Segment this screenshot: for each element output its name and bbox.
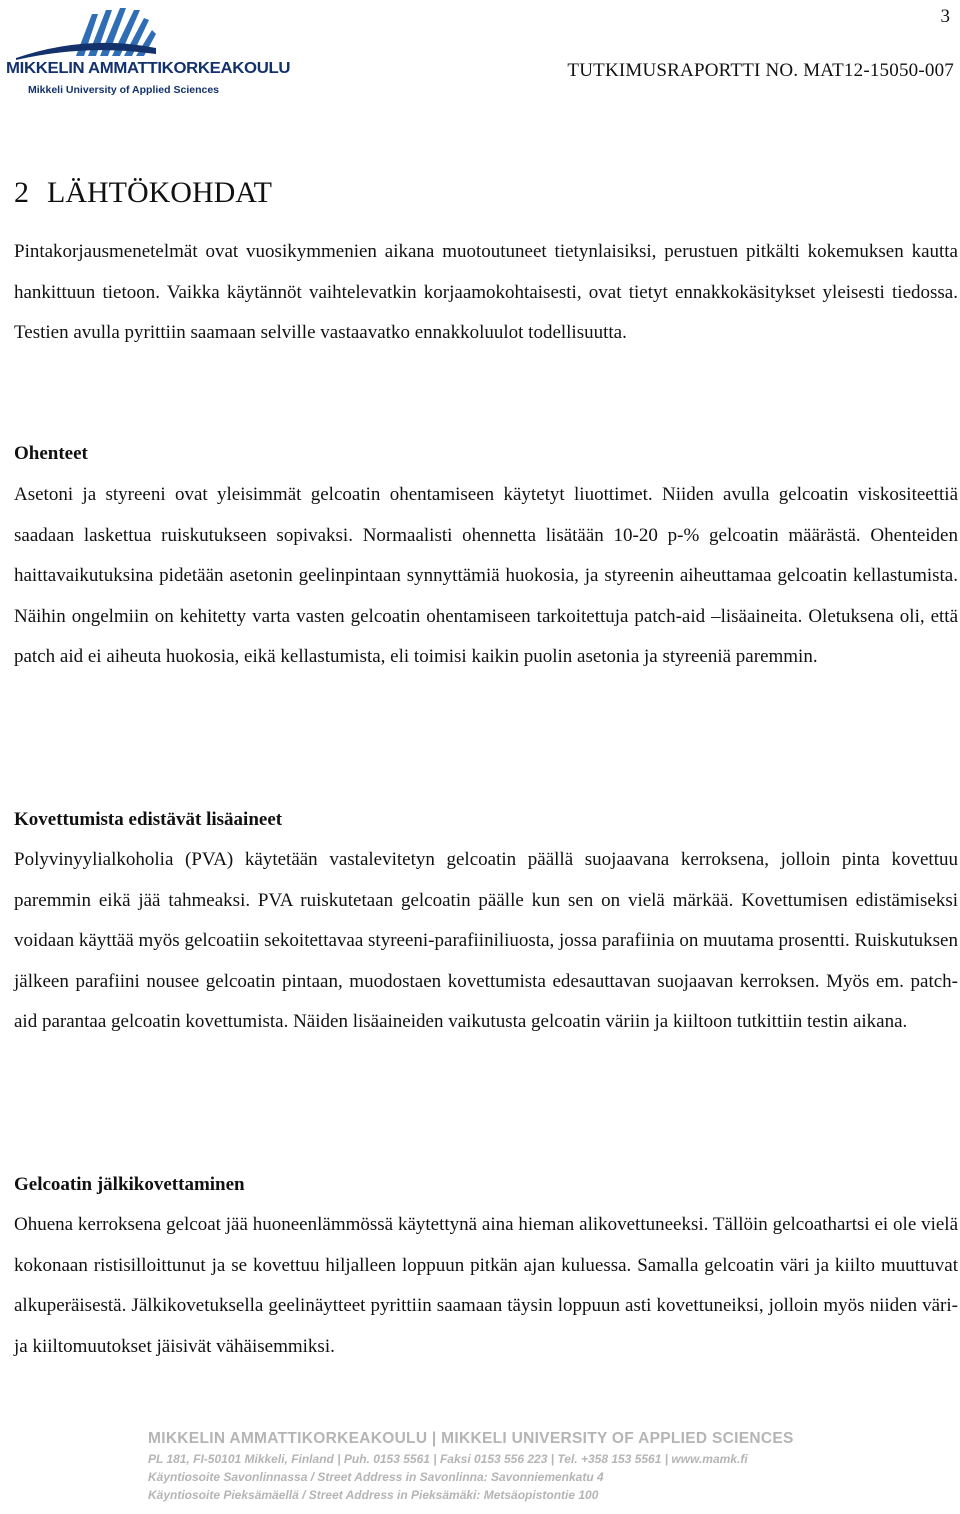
footer-contact: PL 181, FI-50101 Mikkeli, Finland | Puh. 0153 5561 | Faksi 0153 556 223 | Tel. +358 153 5561 | www.mamk.fi [148,1452,748,1466]
section-title: LÄHTÖKOHDAT [47,176,272,209]
footer [148,1430,848,1502]
logo-subtitle: Mikkeli University of Applied Sciences [28,84,220,96]
section-number: 2 [14,176,29,209]
section-heading [14,176,290,210]
paragraph-jalkikovettaminen: Ohuena kerroksena gelcoat jää huoneenlämmössä käytettynä aina hieman alikovettuneeksi. Tällöin gelcoathartsi ei ole vielä kokonaan ristisilloittunut ja se kovettuu hiljalleen loppuun pitkän ajan kuluessa. Samalla gelcoatin väri ja kiilto muuttuvat alkuperäisestä. Jälkikovetuksella geelinäytteet pyrittiin saamaan täysin loppuun asti kovettuneiksi, jolloin myös niiden väri- ja kiiltomuutokset jäisivät vähäisemmiksi. [14,1214,958,1357]
page-number: 3 [940,6,950,27]
university-logo [6,4,291,100]
report-id: TUTKIMUSRAPORTTI NO. MAT12-15050-007 [567,60,954,81]
subheading-jalkikovettaminen: Gelcoatin jälkikovettaminen [14,1174,245,1195]
paragraph-ohenteet: Asetoni ja styreeni ovat yleisimmät gelcoatin ohentamiseen käytetyt liuottimet. Niiden avulla gelcoatin viskositeettiä saadaan laskettua ruiskutukseen sopivaksi. Normaalisti ohennetta lisätään 10-20 p-% gelcoatin määrästä. Ohenteiden haittavaikutuksina pidetään asetonin geelinpintaan synnyttämiä huokosia, ja styreenin aiheuttamaa gelcoatin kellastumista. Näihin ongelmiin on kehitetty varta vasten gelcoatin ohentamiseen tarkoitettuja patch-aid –lisäaineita. Oletuksena oli, että patch aid ei aiheuta huokosia, eikä kellastumista, eli toimisi kaikin puolin asetonia ja styreeniä paremmin. [14,484,958,668]
footer-address-savonlinna: Käyntiosoite Savonlinnassa / Street Address in Savonlinna: Savonniemenkatu 4 [148,1470,604,1484]
intro-paragraph: Pintakorjausmenetelmät ovat vuosikymmenien aikana muotoutuneet tietynlaisiksi, perustuen pitkälti kokemuksen kautta hankittuun tietoon. Vaikka käytännöt vaihtelevatkin korjaamokohtaisesti, ovat tietyt ennakkokäsitykset yleisesti tiedossa. Testien avulla pyrittiin saamaan selville vastaavatko ennakkoluulot todellisuutta. [14,241,958,344]
subheading-kovettumista: Kovettumista edistävät lisäaineet [14,809,283,830]
logo-wave-icon [6,4,166,60]
footer-institution: MIKKELIN AMMATTIKORKEAKOULU | MIKKELI UNIVERSITY OF APPLIED SCIENCES [148,1430,794,1447]
paragraph-kovettumista: Polyvinyylialkoholia (PVA) käytetään vastalevitetyn gelcoatin päällä suojaavana kerroksena, jolloin pinta kovettuu paremmin eikä jää tahmeaksi. PVA ruiskutetaan gelcoatin päälle kun sen on vielä märkää. Kovettumisen edistämiseksi voidaan käyttää myös gelcoatiin sekoitettavaa styreeni-parafiiniliuosta, jossa parafiinia on muutama prosentti. Ruiskutuksen jälkeen parafiini nousee gelcoatin pintaan, muodostaen kovettumista edesauttavan suojaavan kerroksen. Myös em. patch-aid parantaa gelcoatin kovettumista. Näiden lisäaineiden vaikutusta gelcoatin väriin ja kiiltoon tutkittiin testin aikana. [14,849,958,1033]
footer-address-pieksamaki: Käyntiosoite Pieksämäellä / Street Address in Pieksämäki: Metsäopistontie 100 [148,1488,599,1502]
logo-name: MIKKELIN AMMATTIKORKEAKOULU [6,60,291,77]
subheading-ohenteet: Ohenteet [14,443,88,464]
